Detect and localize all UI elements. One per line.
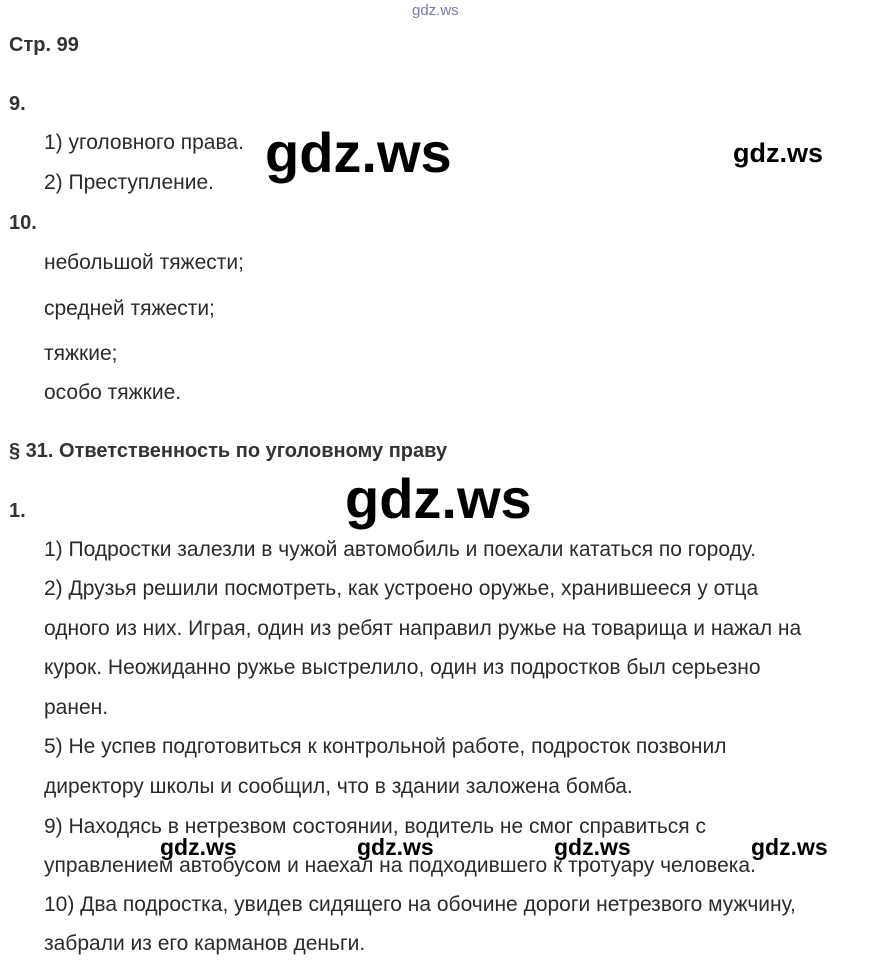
task-9-number: 9. — [9, 93, 26, 115]
task-1-line-8: 9) Находясь в нетрезвом состоянии, водитель не смог справиться с — [44, 815, 707, 838]
task-1-line-10: 10) Два подростка, увидев сидящего на обочине дороги нетрезвого мужчину, — [44, 893, 796, 916]
watermark-small: gdz.ws — [357, 834, 434, 860]
task-9-item-2: 2) Преступление. — [44, 171, 214, 194]
watermark-large: gdz.ws — [345, 467, 532, 530]
task-10-item-2: средней тяжести; — [44, 297, 215, 320]
watermark-large: gdz.ws — [265, 121, 452, 184]
task-1-line-11: забрали из его карманов деньги. — [44, 932, 366, 955]
task-10-item-1: небольшой тяжести; — [44, 251, 244, 274]
task-1-line-7: директору школы и сообщил, что в здании заложена бомба. — [44, 775, 633, 798]
task-1-line-4: курок. Неожиданно ружье выстрелило, один из подростков был серьезно — [44, 656, 761, 679]
task-1-line-9: управлением автобусом и наехал на подходившего к тротуару человека. — [44, 854, 756, 877]
task-1-number: 1. — [9, 500, 26, 522]
watermark-medium: gdz.ws — [733, 138, 824, 168]
task-9-item-1: 1) уголовного права. — [44, 131, 244, 154]
page-label: Стр. 99 — [9, 34, 79, 56]
task-10-number: 10. — [9, 212, 37, 234]
watermark-small: gdz.ws — [554, 834, 631, 860]
watermark-small: gdz.ws — [160, 834, 237, 860]
task-10-item-4: особо тяжкие. — [44, 381, 182, 404]
task-10-item-3: тяжкие; — [44, 342, 118, 365]
task-1-line-3: одного из них. Играя, один из ребят направил ружье на товарища и нажал на — [44, 617, 802, 640]
section-title: § 31. Ответственность по уголовному праву — [9, 440, 448, 462]
task-1-line-5: ранен. — [44, 696, 109, 719]
task-1-line-1: 1) Подростки залезли в чужой автомобиль и поехали кататься по городу. — [44, 538, 757, 561]
watermark-small: gdz.ws — [751, 834, 828, 860]
task-1-line-6: 5) Не успев подготовиться к контрольной работе, подросток позвонил — [44, 735, 727, 758]
task-1-line-2: 2) Друзья решили посмотреть, как устроено оружье, хранившееся у отца — [44, 577, 759, 600]
watermark-top: gdz.ws — [412, 2, 459, 19]
